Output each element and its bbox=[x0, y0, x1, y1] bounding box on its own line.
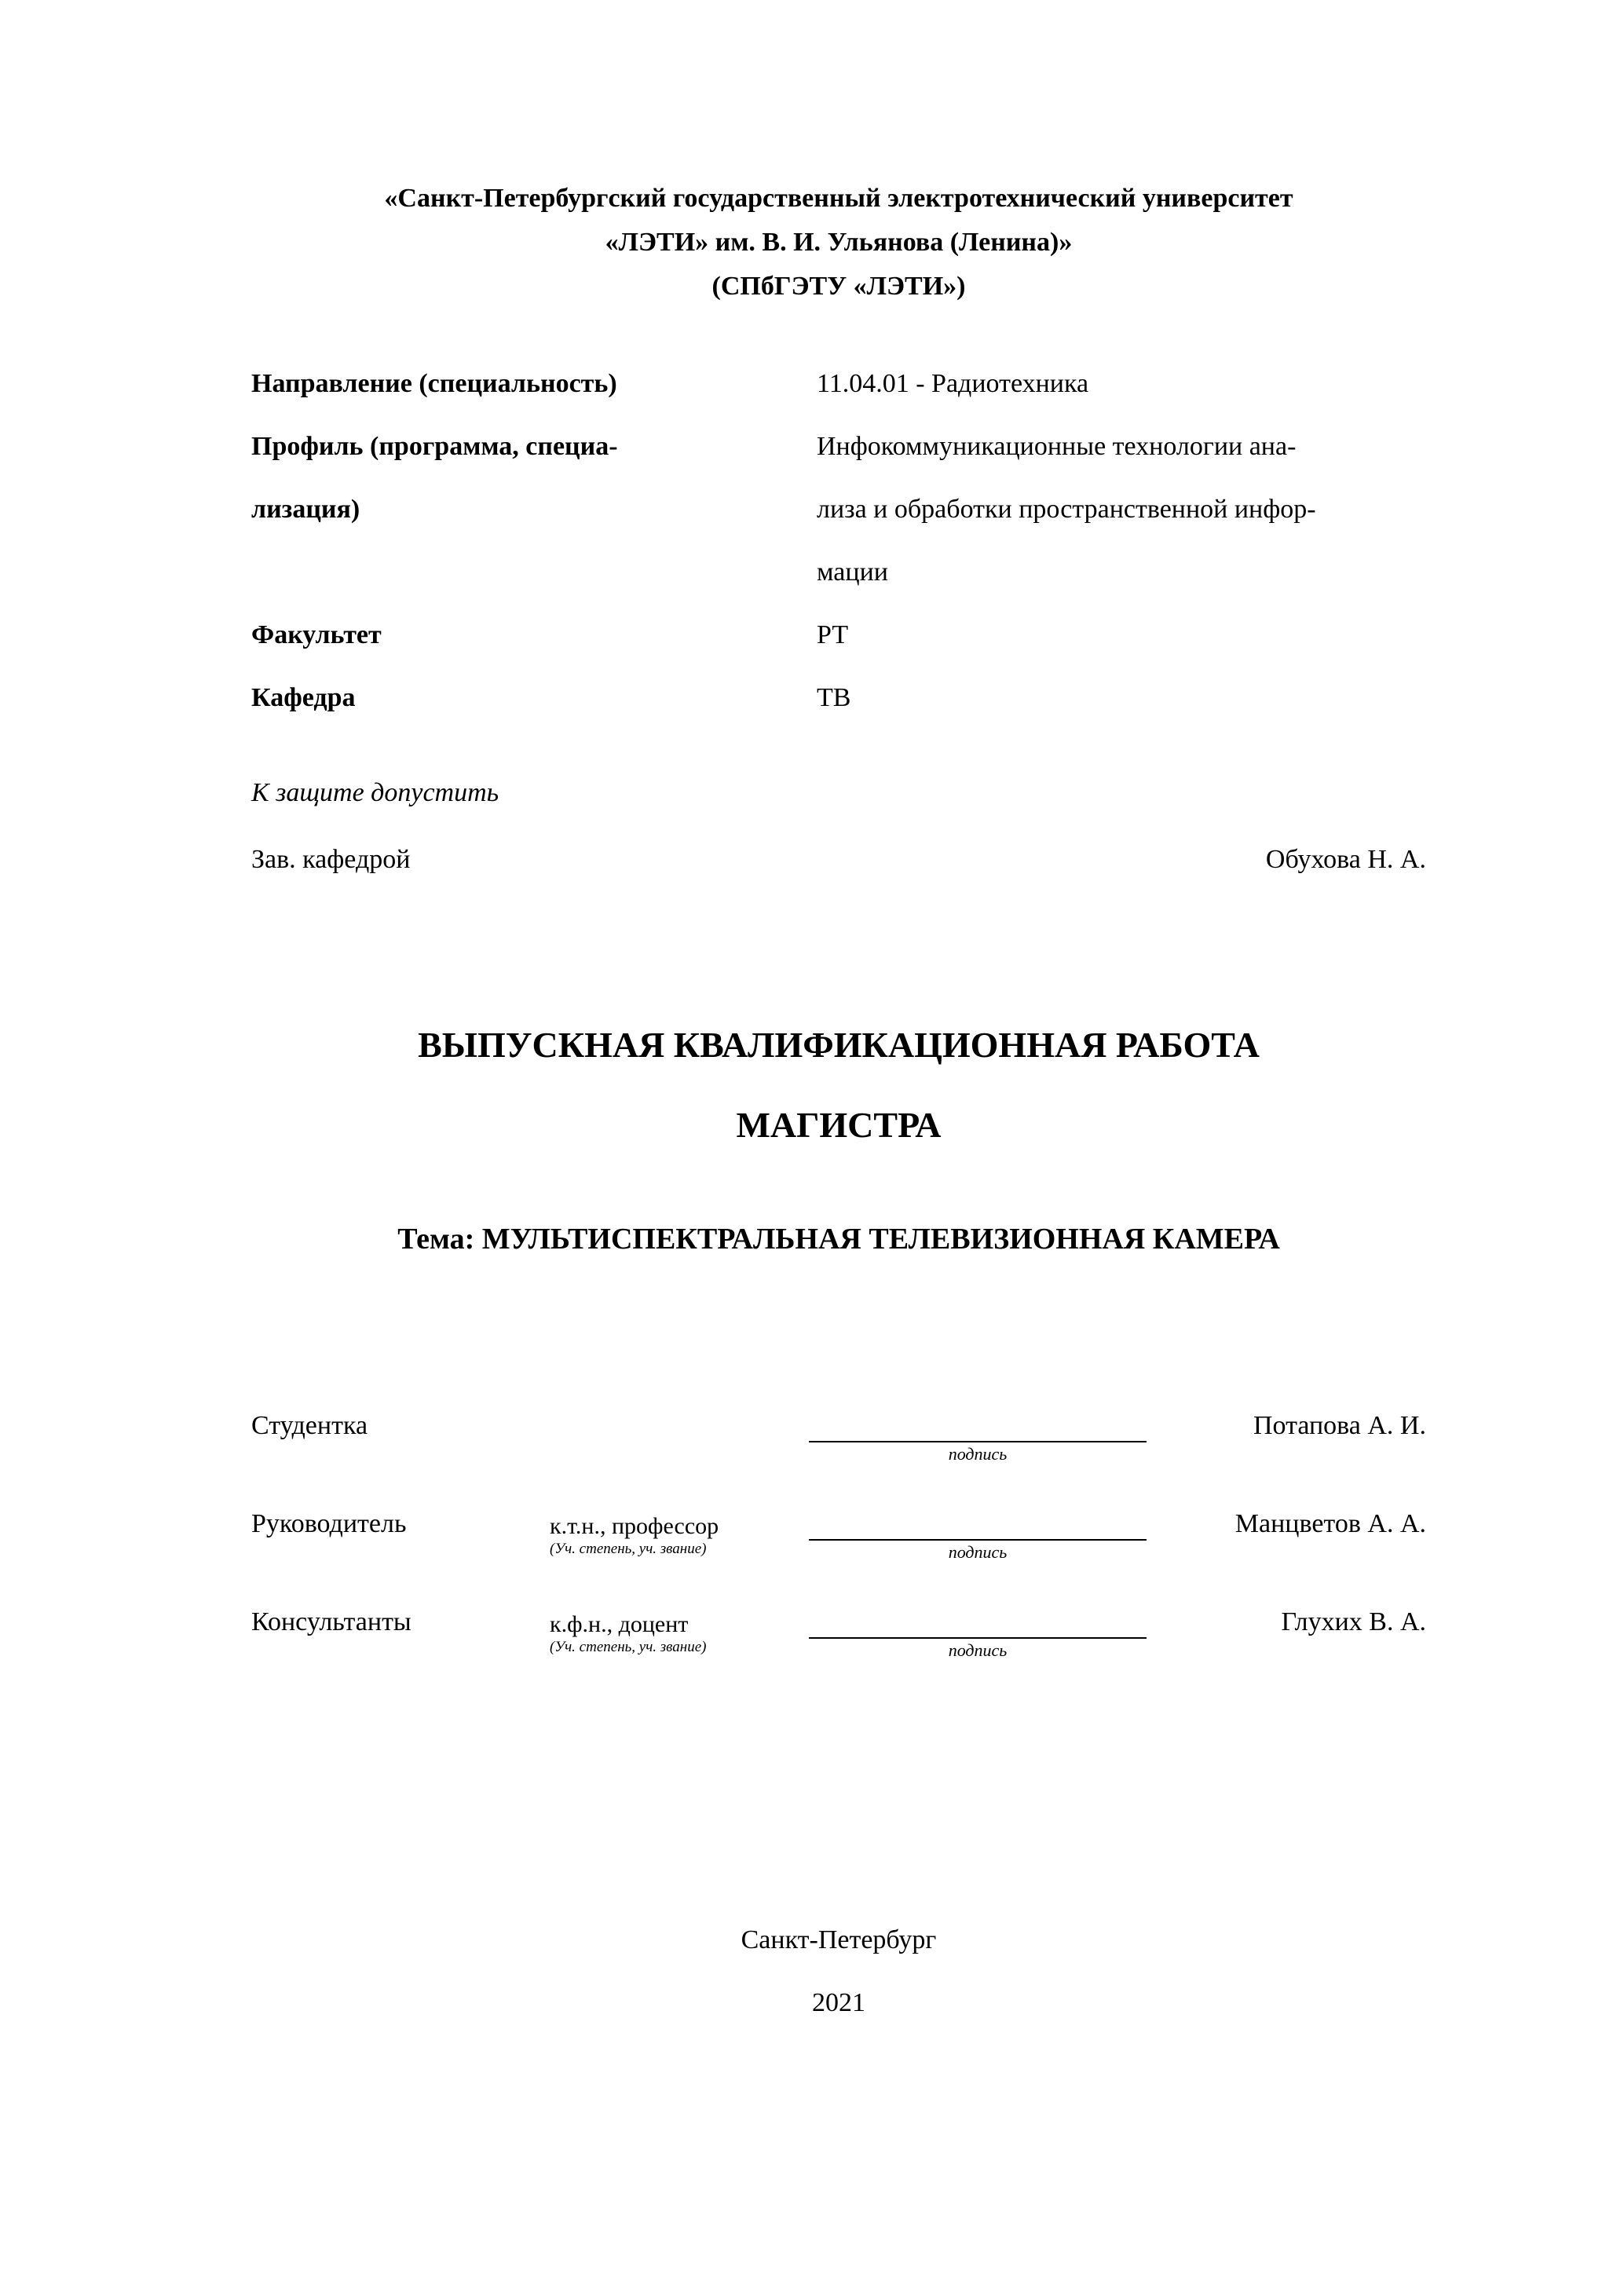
field-label-line: Профиль (программа, специа- bbox=[251, 432, 618, 461]
work-title-line-1: ВЫПУСКНАЯ КВАЛИФИКАЦИОННАЯ РАБОТА bbox=[418, 1025, 1260, 1065]
admission-block bbox=[251, 759, 1426, 893]
field-value-line: РТ bbox=[817, 620, 849, 649]
degree-caption: (Уч. степень, уч. звание) bbox=[550, 1541, 707, 1557]
field-value-line: ТВ bbox=[817, 683, 851, 712]
signature-row-supervisor bbox=[251, 1509, 1426, 1607]
footer-year: 2021 bbox=[812, 1988, 865, 2017]
signature-line bbox=[809, 1509, 1147, 1541]
department-head-name: Обухова Н. А. bbox=[1265, 845, 1426, 874]
degree-column bbox=[550, 1509, 809, 1559]
field-value-line: мации bbox=[817, 558, 888, 587]
field-value bbox=[817, 353, 1426, 415]
field-label bbox=[251, 667, 817, 729]
field-label-line: лизация) bbox=[251, 495, 360, 524]
field-value bbox=[817, 415, 1426, 604]
signature-line bbox=[809, 1607, 1147, 1639]
signature-caption: подпись bbox=[948, 1640, 1008, 1660]
field-value bbox=[817, 604, 1426, 667]
field-label bbox=[251, 415, 817, 604]
field-value-line: Инфокоммуникационные технологии ана- bbox=[817, 432, 1297, 461]
degree-caption: (Уч. степень, уч. звание) bbox=[550, 1639, 707, 1655]
work-title bbox=[251, 1005, 1426, 1165]
role-label: Консультанты bbox=[251, 1607, 411, 1636]
degree-column bbox=[550, 1607, 809, 1657]
role-label: Студентка bbox=[251, 1411, 368, 1440]
signee-name: Манцветов А. А. bbox=[1234, 1509, 1426, 1538]
signee-name: Глухих В. А. bbox=[1281, 1607, 1426, 1636]
university-header bbox=[251, 177, 1426, 309]
degree-label: к.ф.н., доцент bbox=[550, 1611, 689, 1637]
signature-field bbox=[809, 1509, 1162, 1564]
admission-note: К защите допустить bbox=[251, 778, 499, 807]
signature-line bbox=[809, 1411, 1147, 1442]
field-label bbox=[251, 353, 817, 415]
signature-caption: подпись bbox=[948, 1542, 1008, 1562]
signatures-block bbox=[251, 1411, 1426, 1706]
degree-column bbox=[550, 1411, 809, 1415]
department-head-row bbox=[251, 826, 1426, 893]
field-row-profile bbox=[251, 415, 1426, 604]
department-head-label: Зав. кафедрой bbox=[251, 845, 411, 874]
signature-row-consultants bbox=[251, 1607, 1426, 1706]
field-label-line: Направление (специальность) bbox=[251, 369, 617, 398]
field-value bbox=[817, 667, 1426, 729]
university-header-line-3: (СПбГЭТУ «ЛЭТИ») bbox=[711, 272, 966, 301]
fields-block bbox=[251, 353, 1426, 729]
field-value-line: 11.04.01 - Радиотехника bbox=[817, 369, 1089, 398]
field-row-specialty bbox=[251, 353, 1426, 415]
signature-caption: подпись bbox=[948, 1444, 1008, 1464]
signature-field bbox=[809, 1411, 1162, 1466]
footer-block bbox=[251, 1909, 1426, 2035]
field-value-line: лиза и обработки пространственной инфор- bbox=[817, 495, 1316, 524]
university-header-line-2: «ЛЭТИ» им. В. И. Ульянова (Ленина)» bbox=[605, 228, 1073, 257]
field-row-faculty bbox=[251, 604, 1426, 667]
field-label-line: Кафедра bbox=[251, 683, 356, 712]
footer-city: Санкт-Петербург bbox=[741, 1925, 937, 1954]
field-label-line: Факультет bbox=[251, 620, 382, 649]
role-label: Руководитель bbox=[251, 1509, 407, 1538]
theme-line: Тема: МУЛЬТИСПЕКТРАЛЬНАЯ ТЕЛЕВИЗИОННАЯ КАМЕРА bbox=[397, 1223, 1280, 1256]
page-content bbox=[251, 177, 1426, 2035]
work-title-line-2: МАГИСТРА bbox=[736, 1105, 942, 1145]
signature-field bbox=[809, 1607, 1162, 1662]
field-label bbox=[251, 604, 817, 667]
field-row-department bbox=[251, 667, 1426, 729]
university-header-line-1: «Санкт-Петербургский государственный электротехнический университет bbox=[384, 184, 1293, 213]
degree-label: к.т.н., профессор bbox=[550, 1513, 719, 1539]
signature-row-student bbox=[251, 1411, 1426, 1509]
signee-name: Потапова А. И. bbox=[1253, 1411, 1426, 1440]
